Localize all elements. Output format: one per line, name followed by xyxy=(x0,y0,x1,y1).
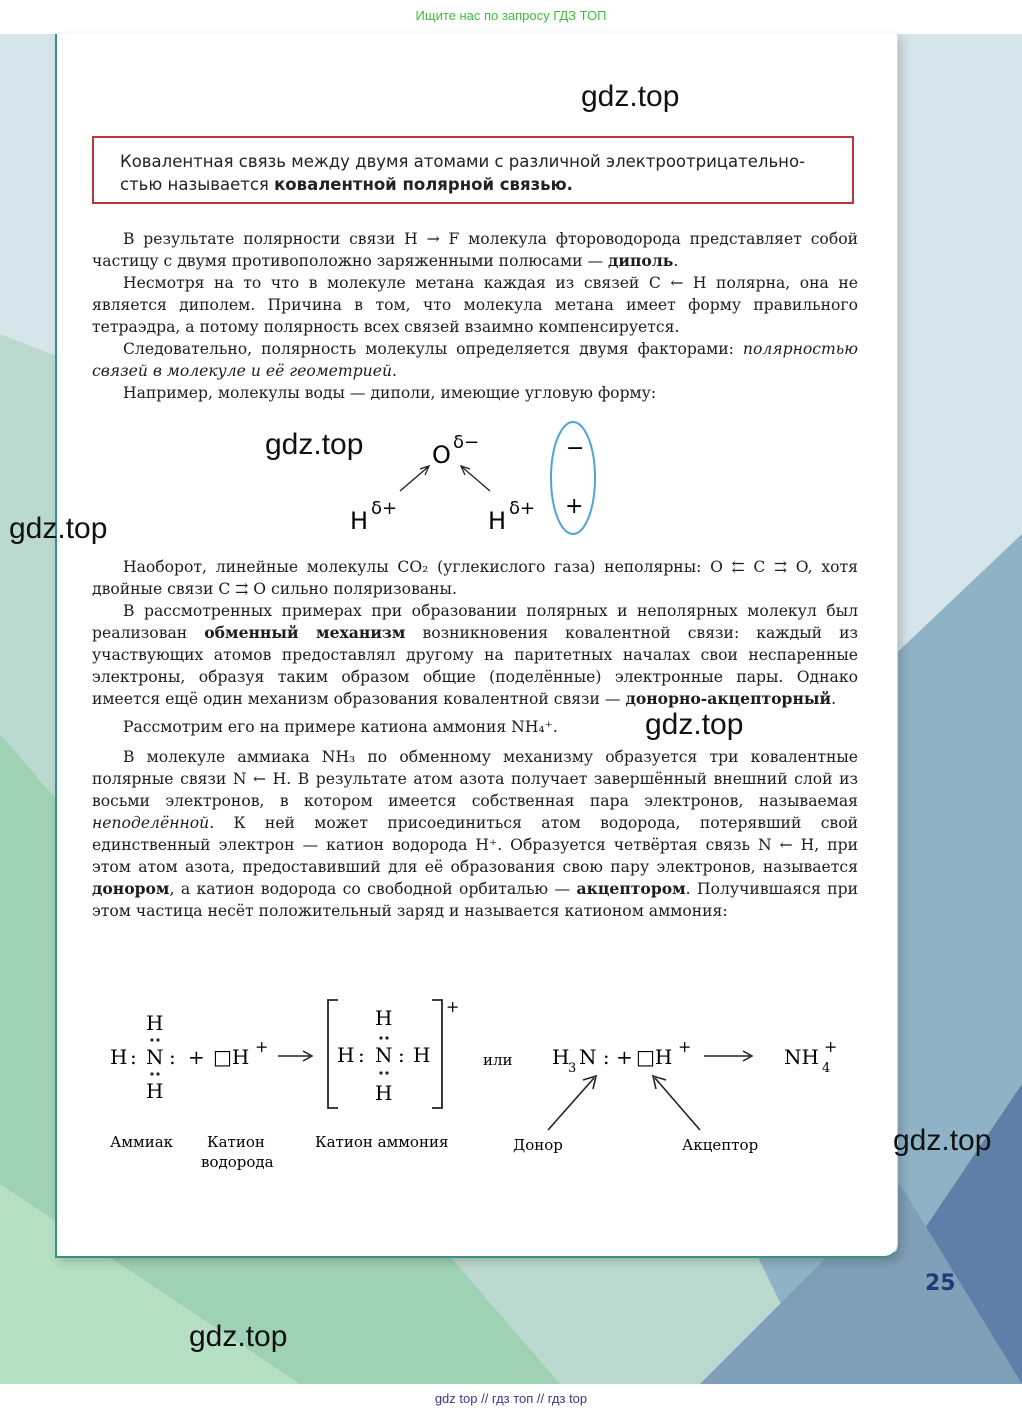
ammonia-dot xyxy=(156,1072,159,1075)
ammonium-colon-left: : xyxy=(358,1043,365,1067)
watermark-4: gdz.top xyxy=(645,708,744,741)
p8-text-3: , а катион водорода со свободной орбиталью — xyxy=(169,880,577,898)
paragraph-water: Например, молекулы воды — диполи, имеющие угловую форму: xyxy=(123,384,657,402)
hydrogen-charge-right: δ+ xyxy=(509,498,536,519)
p1-end: . xyxy=(673,252,679,270)
ammonium-n: N xyxy=(375,1043,393,1067)
watermark-1: gdz.top xyxy=(581,80,680,113)
bracket-right xyxy=(432,1000,442,1108)
p6-text: В рассмотренных примерах при образовании полярных и неполярных молекул был реализован xyxy=(92,602,858,642)
oxygen-atom: O xyxy=(432,441,451,469)
ammonium-dot xyxy=(385,1036,388,1039)
definition-bold: ковалентной полярной связью. xyxy=(274,175,573,194)
p3-text: Следовательно, полярность молекулы определяется двумя факторами: xyxy=(123,340,743,358)
ammonia-dot xyxy=(156,1038,159,1041)
ammonium-colon-right: : xyxy=(398,1043,405,1067)
p8-end: . Получившаяся при этом частица несёт положительный заряд и называется катионом аммония: xyxy=(92,880,858,920)
dipole-minus: − xyxy=(566,436,585,461)
donor-n-plus: N : + xyxy=(579,1045,633,1069)
label-hydrogen-cation-1: Катион xyxy=(207,1133,265,1151)
ammonium-scheme xyxy=(100,990,860,1180)
paragraph-factors xyxy=(92,338,858,382)
dipole-plus: + xyxy=(565,494,584,519)
p1-bold: диполь xyxy=(608,251,674,270)
watermark-6: gdz.top xyxy=(189,1320,288,1353)
ammonium-h-right: H xyxy=(413,1043,431,1067)
acceptor-arrow xyxy=(655,1078,700,1130)
hydrogen-cation-charge: + xyxy=(255,1037,269,1056)
text-block-1 xyxy=(92,228,858,404)
label-hydrogen-cation-2: водорода xyxy=(201,1153,274,1171)
acceptor-charge: + xyxy=(678,1037,692,1056)
p8-text-2: . К ней может присоединиться атом водорода, потерявший свой единственный электрон — катион водорода H⁺. Образуется четвёртая связь N ← H, при этом атом азота, предоставивший для её образования свою пару электронов, называется xyxy=(92,814,858,876)
watermark-2: gdz.top xyxy=(265,428,364,461)
or-label: или xyxy=(483,1051,513,1069)
ammonia-h-bottom: H xyxy=(146,1079,164,1103)
top-ad-bar xyxy=(0,0,1022,34)
oxygen-charge: δ− xyxy=(453,432,480,453)
bottom-links-bar xyxy=(0,1384,1022,1416)
ammonium-dot xyxy=(385,1071,388,1074)
acceptor-h: □H xyxy=(636,1045,673,1069)
ammonium-dot xyxy=(379,1036,382,1039)
paragraph-ammonia xyxy=(92,746,858,922)
ammonium-ion: NH xyxy=(784,1045,819,1069)
paragraph-co2: Наоборот, линейные молекулы CO₂ (углекислого газа) неполярны: O ⇇ C ⇉ O, хотя двойные связи C ⇉ O сильно поляризованы. xyxy=(92,558,858,598)
donor-h: H xyxy=(552,1045,570,1069)
ammonia-dot xyxy=(150,1072,153,1075)
ammonium-h-left: H xyxy=(337,1043,355,1067)
paragraph-methane: Несмотря на то что в молекуле метана каждая из связей C ← H полярна, она не является диполем. Причина в том, что молекула метана имеет форму правильного тетраэдра, а потому полярность всех связей взаимно компенсируется. xyxy=(92,274,858,336)
label-acceptor: Акцептор xyxy=(682,1136,759,1154)
ammonium-charge: + xyxy=(446,997,460,1016)
definition-text: Ковалентная связь между двумя атомами с различной электроотрицательно-стью называется xyxy=(120,152,806,194)
donor-h-sub: 3 xyxy=(568,1061,577,1076)
donor-arrow xyxy=(548,1078,594,1130)
ammonia-n: N xyxy=(146,1045,164,1069)
label-donor: Донор xyxy=(513,1136,563,1154)
p8-italic: неподелённой xyxy=(92,814,210,832)
p3-italic: полярностью связей в молекуле и её геометрией xyxy=(92,340,858,380)
watermark-3: gdz.top xyxy=(9,512,108,545)
hydrogen-charge-left: δ+ xyxy=(371,498,398,519)
ammonia-dot xyxy=(150,1038,153,1041)
p8-bold-2: акцептором xyxy=(576,879,686,898)
p3-end: . xyxy=(392,362,397,380)
ammonium-ion-charge: + xyxy=(824,1037,838,1056)
bond-arrow-right xyxy=(462,467,490,491)
p6-bold-2: донорно-акцепторный xyxy=(625,689,832,708)
hydrogen-atom-right: H xyxy=(488,507,507,535)
paragraph-ammonium-intro: Рассмотрим его на примере катиона аммония NH₄⁺. xyxy=(123,718,558,736)
p1-text: В результате полярности связи H → F молекула фтороводорода представляет собой частицу с двумя противоположно заряженными полюсами — xyxy=(92,230,858,270)
definition-box xyxy=(92,136,854,204)
hydrogen-atom-left: H xyxy=(350,507,369,535)
label-ammonia: Аммиак xyxy=(110,1133,174,1151)
plus-sign-1: + xyxy=(188,1045,205,1069)
paragraph-dipole xyxy=(92,228,858,272)
paragraph-mechanism xyxy=(92,600,858,710)
hydrogen-cation: □H xyxy=(213,1045,250,1069)
text-block-2 xyxy=(92,556,858,922)
ammonia-h-left: H xyxy=(110,1045,128,1069)
ammonia-colon-right: : xyxy=(169,1045,176,1069)
ammonium-ion-sub: 4 xyxy=(822,1061,831,1076)
watermark-5: gdz.top xyxy=(893,1124,992,1157)
ammonia-h-top: H xyxy=(146,1011,164,1035)
label-ammonium-cation: Катион аммония xyxy=(315,1133,449,1151)
ammonia-colon-left: : xyxy=(130,1045,137,1069)
p8-bold-1: донором xyxy=(92,879,170,898)
ammonium-h-bottom: H xyxy=(375,1081,393,1105)
ammonium-h-top: H xyxy=(375,1006,393,1030)
ammonium-dot xyxy=(379,1071,382,1074)
bottom-links[interactable]: gdz top // гдз топ // гдз top xyxy=(434,1391,588,1406)
water-dipole-diagram xyxy=(330,415,630,545)
p8-text: В молекуле аммиака NH₃ по обменному механизму образуется три ковалентные полярные связи N ← H. В результате атом азота получает завершённый внешний слой из восьми электронов, в котором имеется собственная пара электронов, называемая xyxy=(92,748,858,810)
p6-end: . xyxy=(831,690,837,708)
p6-text-2: возникновения ковалентной связи: каждый из участвующих атомов предоставлял другому на паритетных началах свои неспаренные электроны, образуя таким образом общие (поделённые) электронные пары. Однако имеется ещё один механизм образования ковалентной связи — xyxy=(92,624,858,708)
bond-arrow-left xyxy=(400,467,428,491)
page-number: 25 xyxy=(925,1271,956,1296)
top-ad-text[interactable]: Ищите нас по запросу ГДЗ ТОП xyxy=(415,8,607,23)
p6-bold-1: обменный механизм xyxy=(204,623,406,642)
